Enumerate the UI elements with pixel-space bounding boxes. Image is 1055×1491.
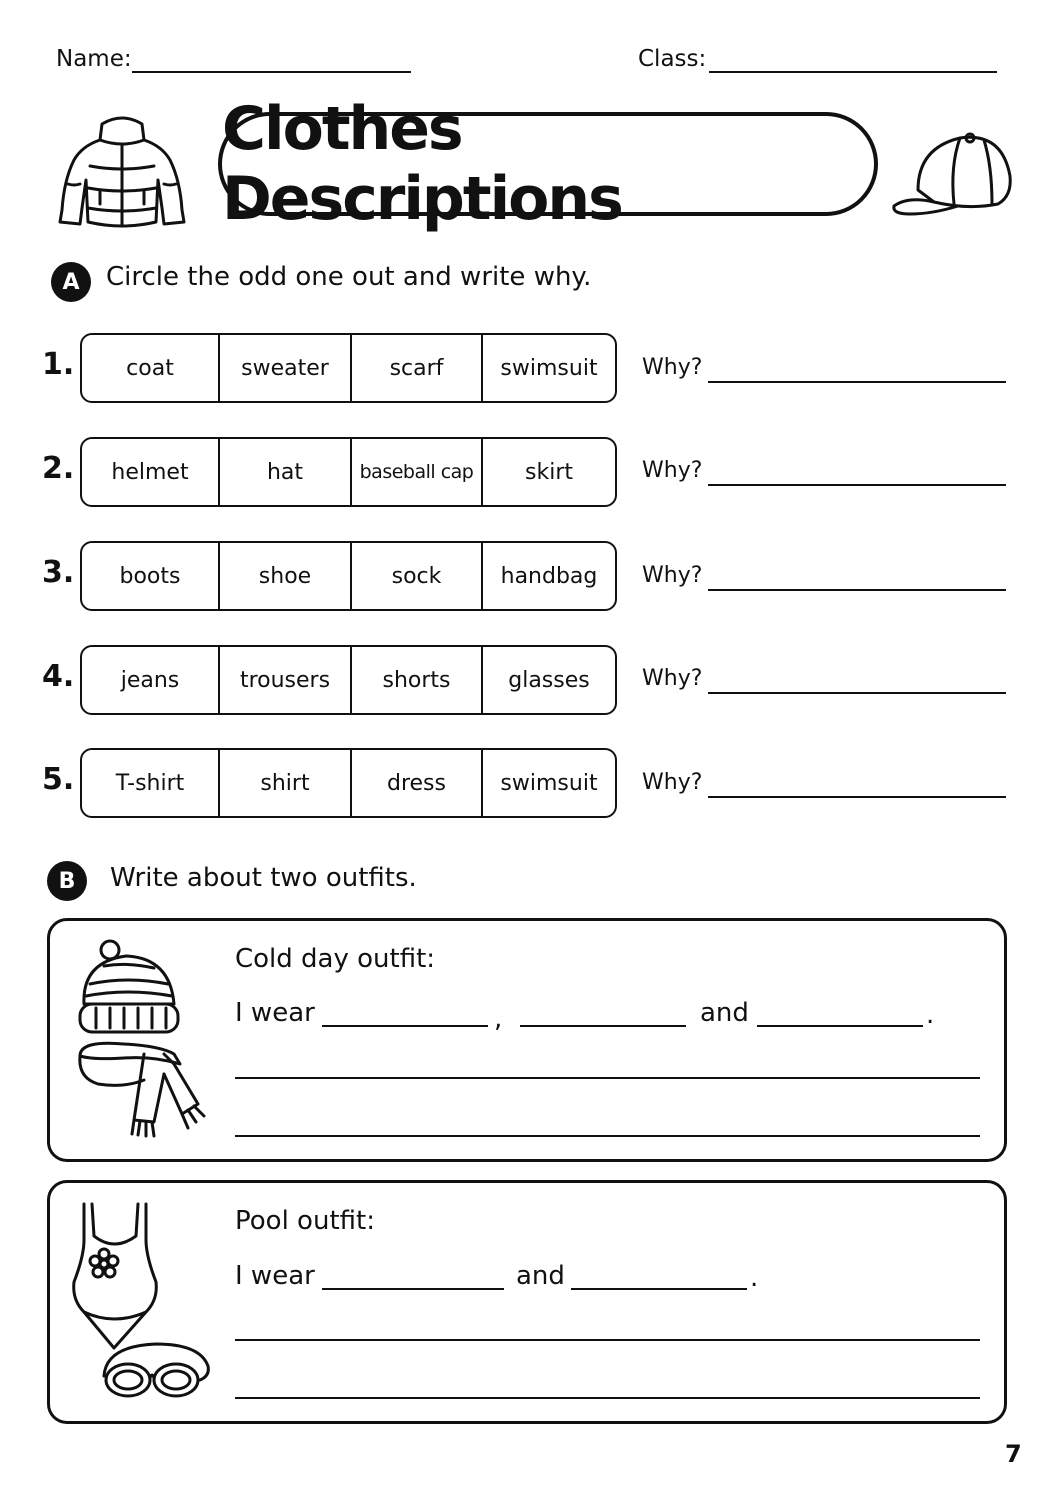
word-option[interactable]: T-shirt — [82, 750, 220, 816]
word-option[interactable]: coat — [82, 335, 220, 401]
word-option[interactable]: boots — [82, 543, 220, 609]
goggles-icon — [96, 1336, 212, 1402]
jacket-icon — [52, 110, 192, 232]
word-option[interactable]: shorts — [352, 647, 483, 713]
why-answer-line[interactable] — [708, 692, 1006, 694]
cold-write-line-1[interactable] — [235, 1077, 980, 1079]
class-label: Class: — [638, 46, 707, 72]
class-field[interactable] — [709, 71, 997, 73]
cold-blank-3[interactable] — [757, 1025, 923, 1027]
cold-and: and — [700, 998, 749, 1028]
word-row — [80, 437, 617, 507]
word-option[interactable]: sweater — [220, 335, 352, 401]
pool-period: . — [750, 1263, 759, 1293]
pool-write-line-2[interactable] — [235, 1397, 980, 1399]
pool-and: and — [516, 1261, 565, 1291]
why-label: Why? — [642, 458, 703, 483]
word-option[interactable]: handbag — [500, 563, 598, 589]
pool-i-wear: I wear — [235, 1261, 315, 1291]
page-number: 7 — [1005, 1440, 1022, 1468]
pool-blank-1[interactable] — [322, 1288, 504, 1290]
word-row — [80, 541, 617, 611]
cold-write-line-2[interactable] — [235, 1135, 980, 1137]
word-option[interactable]: baseball cap — [352, 439, 483, 505]
name-field[interactable] — [132, 71, 411, 73]
word-option[interactable]: swimsuit — [500, 770, 598, 796]
word-row — [80, 645, 617, 715]
cold-outfit-title: Cold day outfit: — [235, 944, 436, 974]
word-option[interactable]: shoe — [220, 543, 352, 609]
word-row — [80, 748, 617, 818]
section-a-badge: A — [51, 262, 91, 302]
word-option[interactable]: glasses — [508, 667, 590, 693]
why-answer-line[interactable] — [708, 796, 1006, 798]
beanie-icon — [74, 938, 184, 1042]
cold-period: . — [926, 1000, 935, 1030]
why-label: Why? — [642, 563, 703, 588]
why-answer-line[interactable] — [708, 484, 1006, 486]
word-option[interactable]: trousers — [220, 647, 352, 713]
word-option[interactable]: scarf — [352, 335, 483, 401]
cold-i-wear: I wear — [235, 998, 315, 1028]
why-label: Why? — [642, 355, 703, 380]
why-label: Why? — [642, 666, 703, 691]
word-option[interactable]: swimsuit — [500, 355, 598, 381]
word-option[interactable]: sock — [352, 543, 483, 609]
cap-icon — [888, 126, 1018, 222]
cold-blank-2[interactable] — [520, 1025, 686, 1027]
pool-write-line-1[interactable] — [235, 1339, 980, 1341]
word-option[interactable]: shirt — [220, 750, 352, 816]
row-number: 3. — [42, 555, 75, 590]
pool-blank-2[interactable] — [571, 1288, 747, 1290]
name-label: Name: — [56, 46, 132, 72]
why-answer-line[interactable] — [708, 381, 1006, 383]
cold-blank-1[interactable] — [322, 1025, 488, 1027]
word-option[interactable]: hat — [220, 439, 352, 505]
section-a-instruction: Circle the odd one out and write why. — [106, 262, 592, 292]
word-option[interactable]: helmet — [82, 439, 220, 505]
section-b-badge: B — [47, 861, 87, 901]
title-banner — [218, 94, 878, 234]
word-row — [80, 333, 617, 403]
cold-comma: , — [494, 1004, 503, 1034]
why-answer-line[interactable] — [708, 589, 1006, 591]
pool-outfit-title: Pool outfit: — [235, 1206, 375, 1236]
word-option[interactable]: jeans — [82, 647, 220, 713]
swimsuit-icon — [70, 1200, 162, 1352]
row-number: 1. — [42, 347, 75, 382]
why-label: Why? — [642, 770, 703, 795]
word-option[interactable]: skirt — [525, 459, 573, 485]
row-number: 2. — [42, 451, 75, 486]
row-number: 5. — [42, 762, 75, 797]
section-b-instruction: Write about two outfits. — [110, 863, 417, 893]
page-title: Clothes Descriptions — [222, 94, 622, 234]
row-number: 4. — [42, 659, 75, 694]
scarf-icon — [74, 1034, 209, 1138]
word-option[interactable]: dress — [352, 750, 483, 816]
